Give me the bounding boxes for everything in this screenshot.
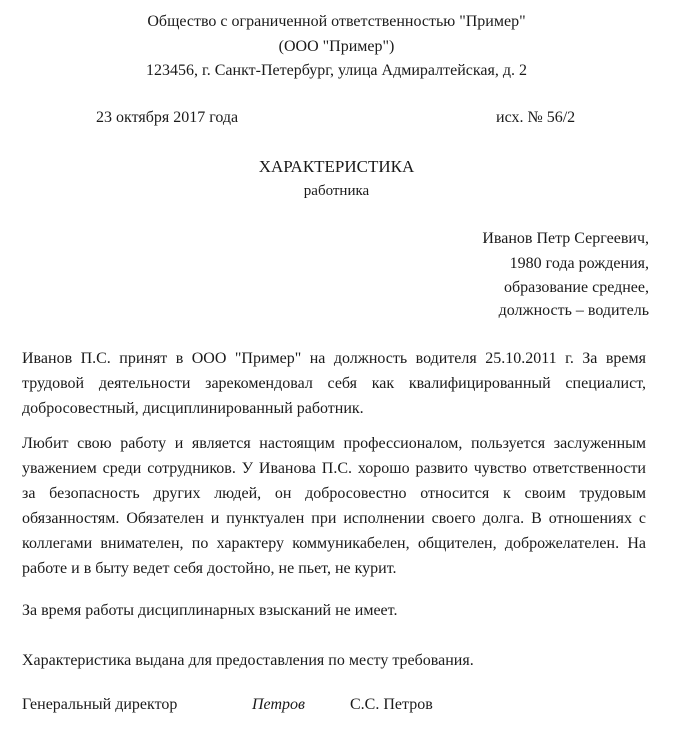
paragraph-3: За время работы дисциплинарных взысканий не имеет. xyxy=(22,602,398,619)
document-title: ХАРАКТЕРИСТИКА xyxy=(258,157,415,176)
paragraph-4: Характеристика выдана для предоставления по месту требования. xyxy=(22,652,474,669)
org-address: 123456, г. Санкт-Петербург, улица Адмиралтейская, д. 2 xyxy=(145,62,528,79)
signatory-name: С.С. Петров xyxy=(350,696,433,713)
employee-birth: 1980 года рождения, xyxy=(509,255,649,272)
org-name: Общество с ограниченной ответственностью "Пример" xyxy=(147,13,526,30)
employee-education: образование среднее, xyxy=(503,279,649,296)
org-short-name: (ООО "Пример") xyxy=(278,38,395,55)
reference-number: исх. № 56/2 xyxy=(496,109,576,126)
handwritten-signature: Петров xyxy=(252,696,305,713)
document-subtitle: работника xyxy=(303,183,370,199)
document-date: 23 октября 2017 года xyxy=(96,109,239,126)
employee-position: должность – водитель xyxy=(498,302,649,319)
employee-name: Иванов Петр Сергеевич, xyxy=(482,230,649,247)
signatory-role: Генеральный директор xyxy=(22,696,178,713)
paragraph-1: Иванов П.С. принят в ООО "Пример" на должность водителя 25.10.2011 г. За время трудовой деятельности зарекомендовал себя как квалифицированный специалист, добросовестный, дисциплинированный работник. xyxy=(22,350,646,417)
paragraph-2: Любит свою работу и является настоящим профессионалом, пользуется заслуженным уважением среди сотрудников. У Иванова П.С. хорошо развито чувство ответственности за безопасность других людей, он добросовестно относится к своим трудовым обязанностям. Обязателен и пунктуален при исполнении своего долга. В отношениях с коллегами внимателен, по характеру коммуникабелен, общителен, доброжелателен. На работе и в быту ведет себя достойно, не пьет, не курит. xyxy=(22,435,646,577)
